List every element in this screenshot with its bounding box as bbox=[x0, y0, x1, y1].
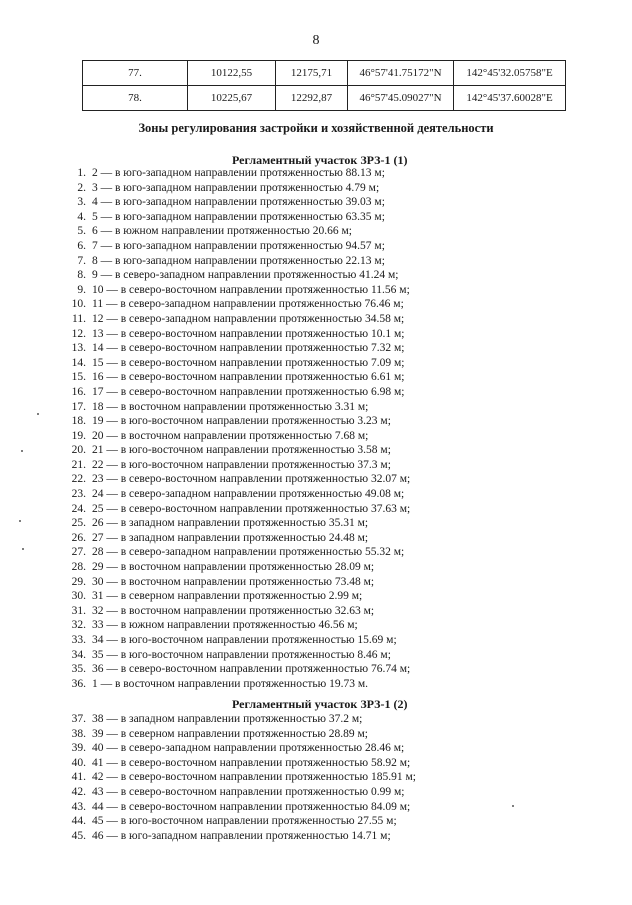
list-item bbox=[62, 356, 410, 371]
list-item-number: 17. bbox=[71, 400, 86, 413]
list-item bbox=[62, 239, 410, 254]
table-cell: 78. bbox=[83, 86, 188, 111]
list-item bbox=[62, 224, 410, 239]
list-item bbox=[62, 195, 410, 210]
list-item bbox=[62, 487, 410, 502]
list-item bbox=[62, 297, 410, 312]
list-item-number: 5. bbox=[77, 225, 86, 238]
list-item-text: 16 — в северо-восточном направлении протяженностью 6.61 м; bbox=[92, 371, 405, 384]
list-item bbox=[62, 677, 410, 692]
list-item-number: 41. bbox=[71, 771, 86, 784]
list-item-text: 21 — в юго-восточном направлении протяженностью 3.58 м; bbox=[92, 444, 391, 457]
list-item bbox=[62, 575, 410, 590]
list-item bbox=[62, 385, 410, 400]
list-item bbox=[62, 254, 410, 269]
list-item-number: 31. bbox=[71, 604, 86, 617]
list-item bbox=[62, 370, 410, 385]
list-item-text: 14 — в северо-восточном направлении протяженностью 7.32 м; bbox=[92, 342, 405, 355]
list-item-number: 6. bbox=[77, 239, 86, 252]
list-item bbox=[62, 443, 410, 458]
list-item bbox=[62, 531, 410, 546]
list-item bbox=[62, 545, 410, 560]
list-item bbox=[62, 327, 410, 342]
list-item bbox=[62, 648, 410, 663]
list-item-number: 20. bbox=[71, 444, 86, 457]
list-item-text: 33 — в южном направлении протяженностью 46.56 м; bbox=[92, 619, 358, 632]
list-item bbox=[62, 800, 416, 815]
list-item-text: 17 — в северо-восточном направлении протяженностью 6.98 м; bbox=[92, 385, 405, 398]
table-cell: 12292,87 bbox=[276, 86, 348, 111]
list-item-text: 1 — в восточном направлении протяженностью 19.73 м. bbox=[92, 677, 368, 690]
list-item-text: 29 — в восточном направлении протяженностью 28.09 м; bbox=[92, 561, 375, 574]
list-item-number: 10. bbox=[71, 298, 86, 311]
list-item-number: 7. bbox=[77, 254, 86, 267]
list-item-number: 36. bbox=[71, 677, 86, 690]
list-item bbox=[62, 712, 416, 727]
list-item-number: 44. bbox=[71, 815, 86, 828]
list-item-text: 27 — в западном направлении протяженностью 24.48 м; bbox=[92, 531, 369, 544]
table-cell: 142°45'37.60028"E bbox=[454, 86, 566, 111]
list-item bbox=[62, 268, 410, 283]
subsection-title-zrz-1-1: Регламентный участок ЗРЗ-1 (1) bbox=[232, 153, 408, 167]
list-item bbox=[62, 166, 410, 181]
list-item-text: 2 — в юго-западном направлении протяженностью 88.13 м; bbox=[92, 167, 385, 179]
list-item-text: 35 — в юго-восточном направлении протяженностью 8.46 м; bbox=[92, 648, 391, 661]
list-item bbox=[62, 458, 410, 473]
list-item-text: 6 — в южном направлении протяженностью 20.66 м; bbox=[92, 225, 352, 238]
list-item bbox=[62, 181, 410, 196]
list-item-text: 7 — в юго-западном направлении протяженностью 94.57 м; bbox=[92, 239, 385, 252]
table-cell: 77. bbox=[83, 61, 188, 86]
list-item-number: 19. bbox=[71, 429, 86, 442]
list-item bbox=[62, 618, 410, 633]
list-item-text: 25 — в северо-восточном направлении протяженностью 37.63 м; bbox=[92, 502, 411, 515]
list-item-number: 26. bbox=[71, 531, 86, 544]
list-item-number: 40. bbox=[71, 756, 86, 769]
table-cell: 142°45'32.05758"E bbox=[454, 61, 566, 86]
list-item-number: 30. bbox=[71, 590, 86, 603]
list-item bbox=[62, 341, 410, 356]
list-item-text: 8 — в юго-западном направлении протяженностью 22.13 м; bbox=[92, 254, 385, 267]
list-item bbox=[62, 814, 416, 829]
list-item-text: 22 — в юго-восточном направлении протяженностью 37.3 м; bbox=[92, 458, 391, 471]
list-item-text: 28 — в северо-западном направлении протяженностью 55.32 м; bbox=[92, 546, 405, 559]
list-item-number: 13. bbox=[71, 342, 86, 355]
list-item-number: 32. bbox=[71, 619, 86, 632]
list-item bbox=[62, 516, 410, 531]
list-item-text: 9 — в северо-западном направлении протяженностью 41.24 м; bbox=[92, 269, 399, 282]
list-item bbox=[62, 414, 410, 429]
list-item-number: 42. bbox=[71, 785, 86, 798]
list-item bbox=[62, 502, 410, 517]
list-item-number: 43. bbox=[71, 800, 86, 813]
table-cell: 46°57'45.09027"N bbox=[348, 86, 454, 111]
list-item-text: 32 — в восточном направлении протяженностью 32.63 м; bbox=[92, 604, 375, 617]
list-item bbox=[62, 829, 416, 844]
list-item-text: 5 — в юго-западном направлении протяженностью 63.35 м; bbox=[92, 210, 385, 223]
list-item-text: 13 — в северо-восточном направлении протяженностью 10.1 м; bbox=[92, 327, 405, 340]
list-item-number: 16. bbox=[71, 385, 86, 398]
list-item-number: 39. bbox=[71, 742, 86, 755]
list-item bbox=[62, 604, 410, 619]
list-item-text: 19 — в юго-восточном направлении протяженностью 3.23 м; bbox=[92, 415, 391, 428]
list-item-text: 24 — в северо-западном направлении протяженностью 49.08 м; bbox=[92, 488, 405, 501]
list-item-text: 40 — в северо-западном направлении протяженностью 28.46 м; bbox=[92, 742, 405, 755]
list-item-number: 8. bbox=[77, 269, 86, 282]
list-item-number: 14. bbox=[71, 356, 86, 369]
list-item-text: 43 — в северо-восточном направлении протяженностью 0.99 м; bbox=[92, 785, 405, 798]
page-number: 8 bbox=[312, 33, 320, 48]
list-item-number: 45. bbox=[71, 829, 86, 842]
table-cell: 10122,55 bbox=[188, 61, 276, 86]
list-item-text: 34 — в юго-восточном направлении протяженностью 15.69 м; bbox=[92, 634, 397, 646]
list-item-text: 39 — в северном направлении протяженностью 28.89 м; bbox=[92, 727, 369, 740]
list-item-number: 22. bbox=[71, 473, 86, 486]
list-item-text: 15 — в северо-восточном направлении протяженностью 7.09 м; bbox=[92, 356, 405, 369]
list-item-number: 35. bbox=[71, 663, 86, 676]
list-item bbox=[62, 741, 416, 756]
table-cell: 46°57'41.75172"N bbox=[348, 61, 454, 86]
table-cell: 10225,67 bbox=[188, 86, 276, 111]
list-item-number: 3. bbox=[77, 196, 86, 209]
list-item-number: 34. bbox=[71, 648, 86, 661]
subsection-title-zrz-1-2: Регламентный участок ЗРЗ-1 (2) bbox=[232, 697, 408, 711]
list-item-text: 44 — в северо-восточном направлении протяженностью 84.09 м; bbox=[92, 800, 411, 813]
list-item-text: 3 — в юго-западном направлении протяженностью 4.79 м; bbox=[92, 181, 380, 194]
section-title: Зоны регулирования застройки и хозяйственной деятельности bbox=[138, 121, 494, 135]
list-item-number: 28. bbox=[71, 561, 86, 574]
list-item bbox=[62, 472, 410, 487]
scan-speck bbox=[37, 413, 39, 415]
list-item-text: 38 — в западном направлении протяженностью 37.2 м; bbox=[92, 713, 363, 725]
list-item-number: 29. bbox=[71, 575, 86, 588]
list-item-number: 38. bbox=[71, 727, 86, 740]
list-item bbox=[62, 770, 416, 785]
list-item-number: 9. bbox=[77, 283, 86, 296]
list-item-number: 1. bbox=[77, 167, 86, 179]
list-item-number: 25. bbox=[71, 517, 86, 530]
list-item-text: 36 — в северо-восточном направлении протяженностью 76.74 м; bbox=[92, 663, 411, 676]
list-item bbox=[62, 589, 410, 604]
list-item-number: 15. bbox=[71, 371, 86, 384]
list-item-number: 4. bbox=[77, 210, 86, 223]
list-item-text: 11 — в северо-западном направлении протяженностью 76.46 м; bbox=[92, 298, 404, 311]
list-item bbox=[62, 283, 410, 298]
list-item-text: 46 — в юго-западном направлении протяженностью 14.71 м; bbox=[92, 829, 391, 842]
list-item bbox=[62, 312, 410, 327]
list-item bbox=[62, 756, 416, 771]
list-item-number: 11. bbox=[72, 312, 86, 325]
list-item-number: 33. bbox=[71, 634, 86, 646]
list-item bbox=[62, 560, 410, 575]
boundary-list-zrz-1-1 bbox=[62, 166, 410, 691]
list-item-text: 18 — в восточном направлении протяженностью 3.31 м; bbox=[92, 400, 369, 413]
list-item-text: 30 — в восточном направлении протяженностью 73.48 м; bbox=[92, 575, 375, 588]
list-item-number: 18. bbox=[71, 415, 86, 428]
list-item-text: 41 — в северо-восточном направлении протяженностью 58.92 м; bbox=[92, 756, 411, 769]
list-item bbox=[62, 785, 416, 800]
list-item bbox=[62, 633, 410, 648]
list-item-number: 23. bbox=[71, 488, 86, 501]
list-item-number: 24. bbox=[71, 502, 86, 515]
list-item bbox=[62, 662, 410, 677]
list-item bbox=[62, 210, 410, 225]
boundary-list-zrz-1-2 bbox=[62, 712, 416, 843]
list-item-text: 26 — в западном направлении протяженностью 35.31 м; bbox=[92, 517, 369, 530]
list-item-text: 10 — в северо-восточном направлении протяженностью 11.56 м; bbox=[92, 283, 410, 296]
list-item-text: 20 — в восточном направлении протяженностью 7.68 м; bbox=[92, 429, 369, 442]
scan-speck bbox=[19, 520, 21, 522]
list-item-text: 4 — в юго-западном направлении протяженностью 39.03 м; bbox=[92, 196, 385, 209]
scan-speck bbox=[22, 548, 24, 550]
list-item bbox=[62, 429, 410, 444]
list-item-text: 45 — в юго-восточном направлении протяженностью 27.55 м; bbox=[92, 815, 397, 828]
coordinates-table bbox=[82, 60, 566, 111]
list-item-text: 23 — в северо-восточном направлении протяженностью 32.07 м; bbox=[92, 473, 411, 486]
list-item-text: 31 — в северном направлении протяженностью 2.99 м; bbox=[92, 590, 363, 603]
list-item bbox=[62, 727, 416, 742]
scan-speck bbox=[21, 450, 23, 452]
table-cell: 12175,71 bbox=[276, 61, 348, 86]
list-item-number: 21. bbox=[71, 458, 86, 471]
list-item-text: 42 — в северо-восточном направлении протяженностью 185.91 м; bbox=[92, 771, 416, 784]
list-item-text: 12 — в северо-западном направлении протяженностью 34.58 м; bbox=[92, 312, 405, 325]
list-item-number: 37. bbox=[71, 713, 86, 725]
list-item-number: 12. bbox=[71, 327, 86, 340]
list-item-number: 27. bbox=[71, 546, 86, 559]
table-row bbox=[83, 61, 566, 86]
table-row bbox=[83, 86, 566, 111]
list-item-number: 2. bbox=[77, 181, 86, 194]
scan-speck bbox=[512, 805, 514, 807]
list-item bbox=[62, 400, 410, 415]
